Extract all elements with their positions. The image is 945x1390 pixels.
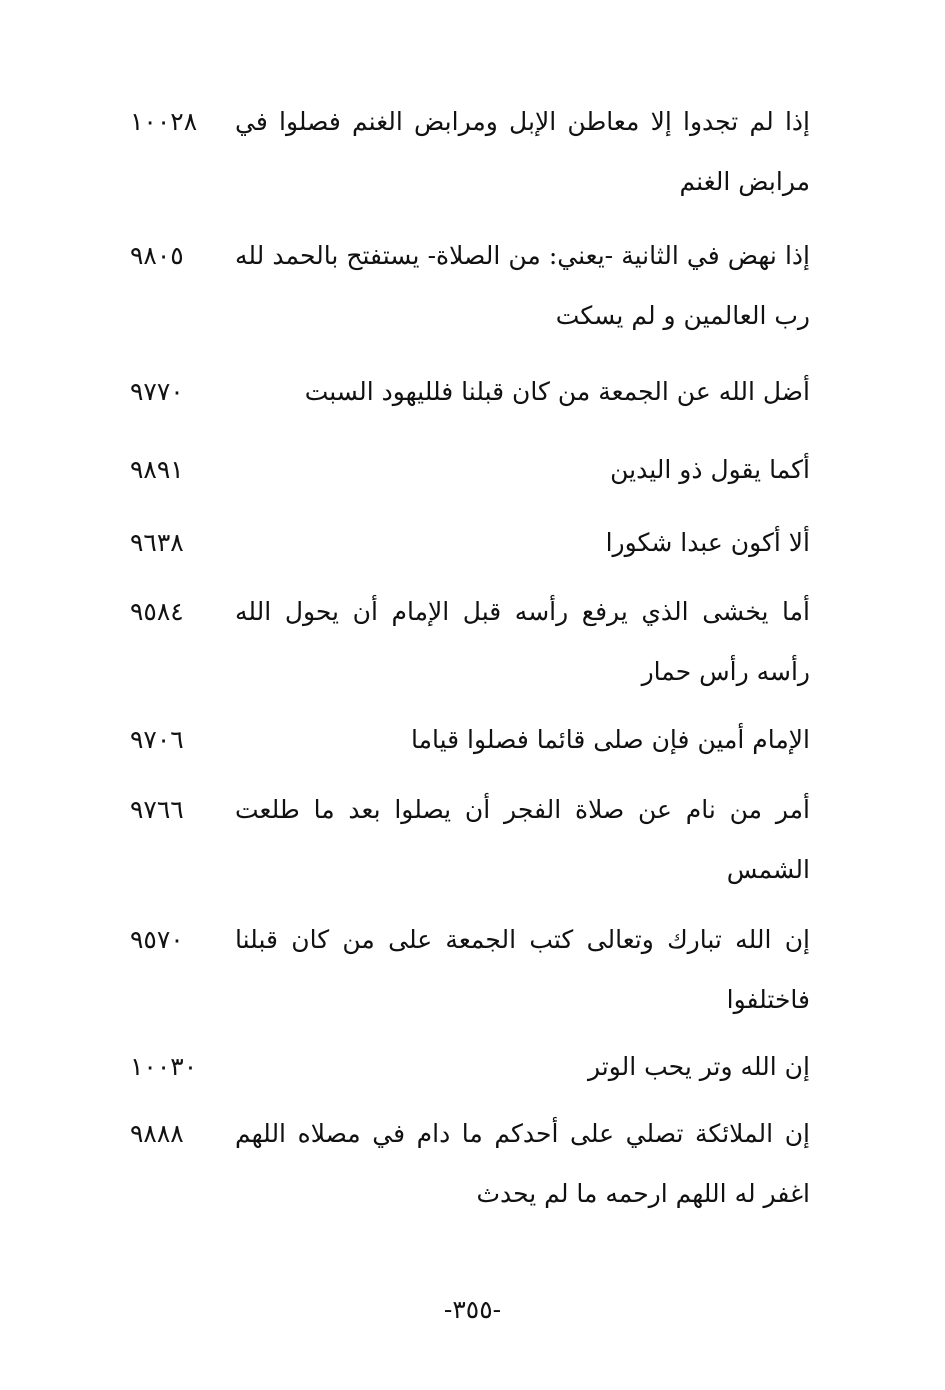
- index-entry: [130, 440, 810, 500]
- hadith-number: ٩٦٣٨: [130, 528, 184, 557]
- index-entry: [130, 1104, 810, 1208]
- page-number: -٣٥٥-: [443, 1295, 502, 1324]
- hadith-text: إذا نهض في الثانية -يعني: من الصلاة- يستفتح بالحمد لله رب العالمين و لم يسكت: [235, 241, 810, 330]
- hadith-number: ٩٧٠٦: [130, 725, 184, 754]
- hadith-number: ٩٥٨٤: [130, 597, 184, 626]
- index-entry: [130, 710, 810, 770]
- hadith-number: ٩٥٧٠: [130, 925, 184, 954]
- hadith-number: ٩٨٨٨: [130, 1119, 184, 1148]
- hadith-text: أضل الله عن الجمعة من كان قبلنا فلليهود السبت: [304, 377, 810, 406]
- hadith-text: إن الله وتر يحب الوتر: [587, 1052, 810, 1081]
- index-entry: [130, 1037, 810, 1097]
- index-entry: [130, 513, 810, 573]
- hadith-number: ٩٧٧٠: [130, 377, 184, 406]
- hadith-number: ١٠٠٢٨: [130, 107, 198, 136]
- hadith-text: أمر من نام عن صلاة الفجر أن يصلوا بعد ما طلعت الشمس: [235, 795, 810, 884]
- hadith-text: إذا لم تجدوا إلا معاطن الإبل ومرابض الغنم فصلوا في مرابض الغنم: [235, 107, 810, 196]
- hadith-number: ٩٨٠٥: [130, 241, 184, 270]
- hadith-number: ٩٧٦٦: [130, 795, 184, 824]
- hadith-text: ألا أكون عبدا شكورا: [605, 528, 810, 557]
- index-entry: [130, 92, 810, 196]
- hadith-text: إن الملائكة تصلي على أحدكم ما دام في مصلاه اللهم اغفر له اللهم ارحمه ما لم يحدث: [235, 1119, 810, 1208]
- index-entry: [130, 910, 810, 1014]
- index-entry: [130, 362, 810, 422]
- hadith-text: الإمام أمين فإن صلى قائما فصلوا قياما: [410, 725, 810, 754]
- hadith-text: أكما يقول ذو اليدين: [610, 455, 810, 484]
- hadith-number: ١٠٠٣٠: [130, 1052, 198, 1081]
- hadith-text: إن الله تبارك وتعالى كتب الجمعة على من كان قبلنا فاختلفوا: [235, 925, 810, 1014]
- hadith-text: أما يخشى الذي يرفع رأسه قبل الإمام أن يحول الله رأسه رأس حمار: [235, 597, 810, 686]
- hadith-number: ٩٨٩١: [130, 455, 184, 484]
- index-entry: [130, 226, 810, 330]
- index-entry: [130, 582, 810, 686]
- index-entry: [130, 780, 810, 884]
